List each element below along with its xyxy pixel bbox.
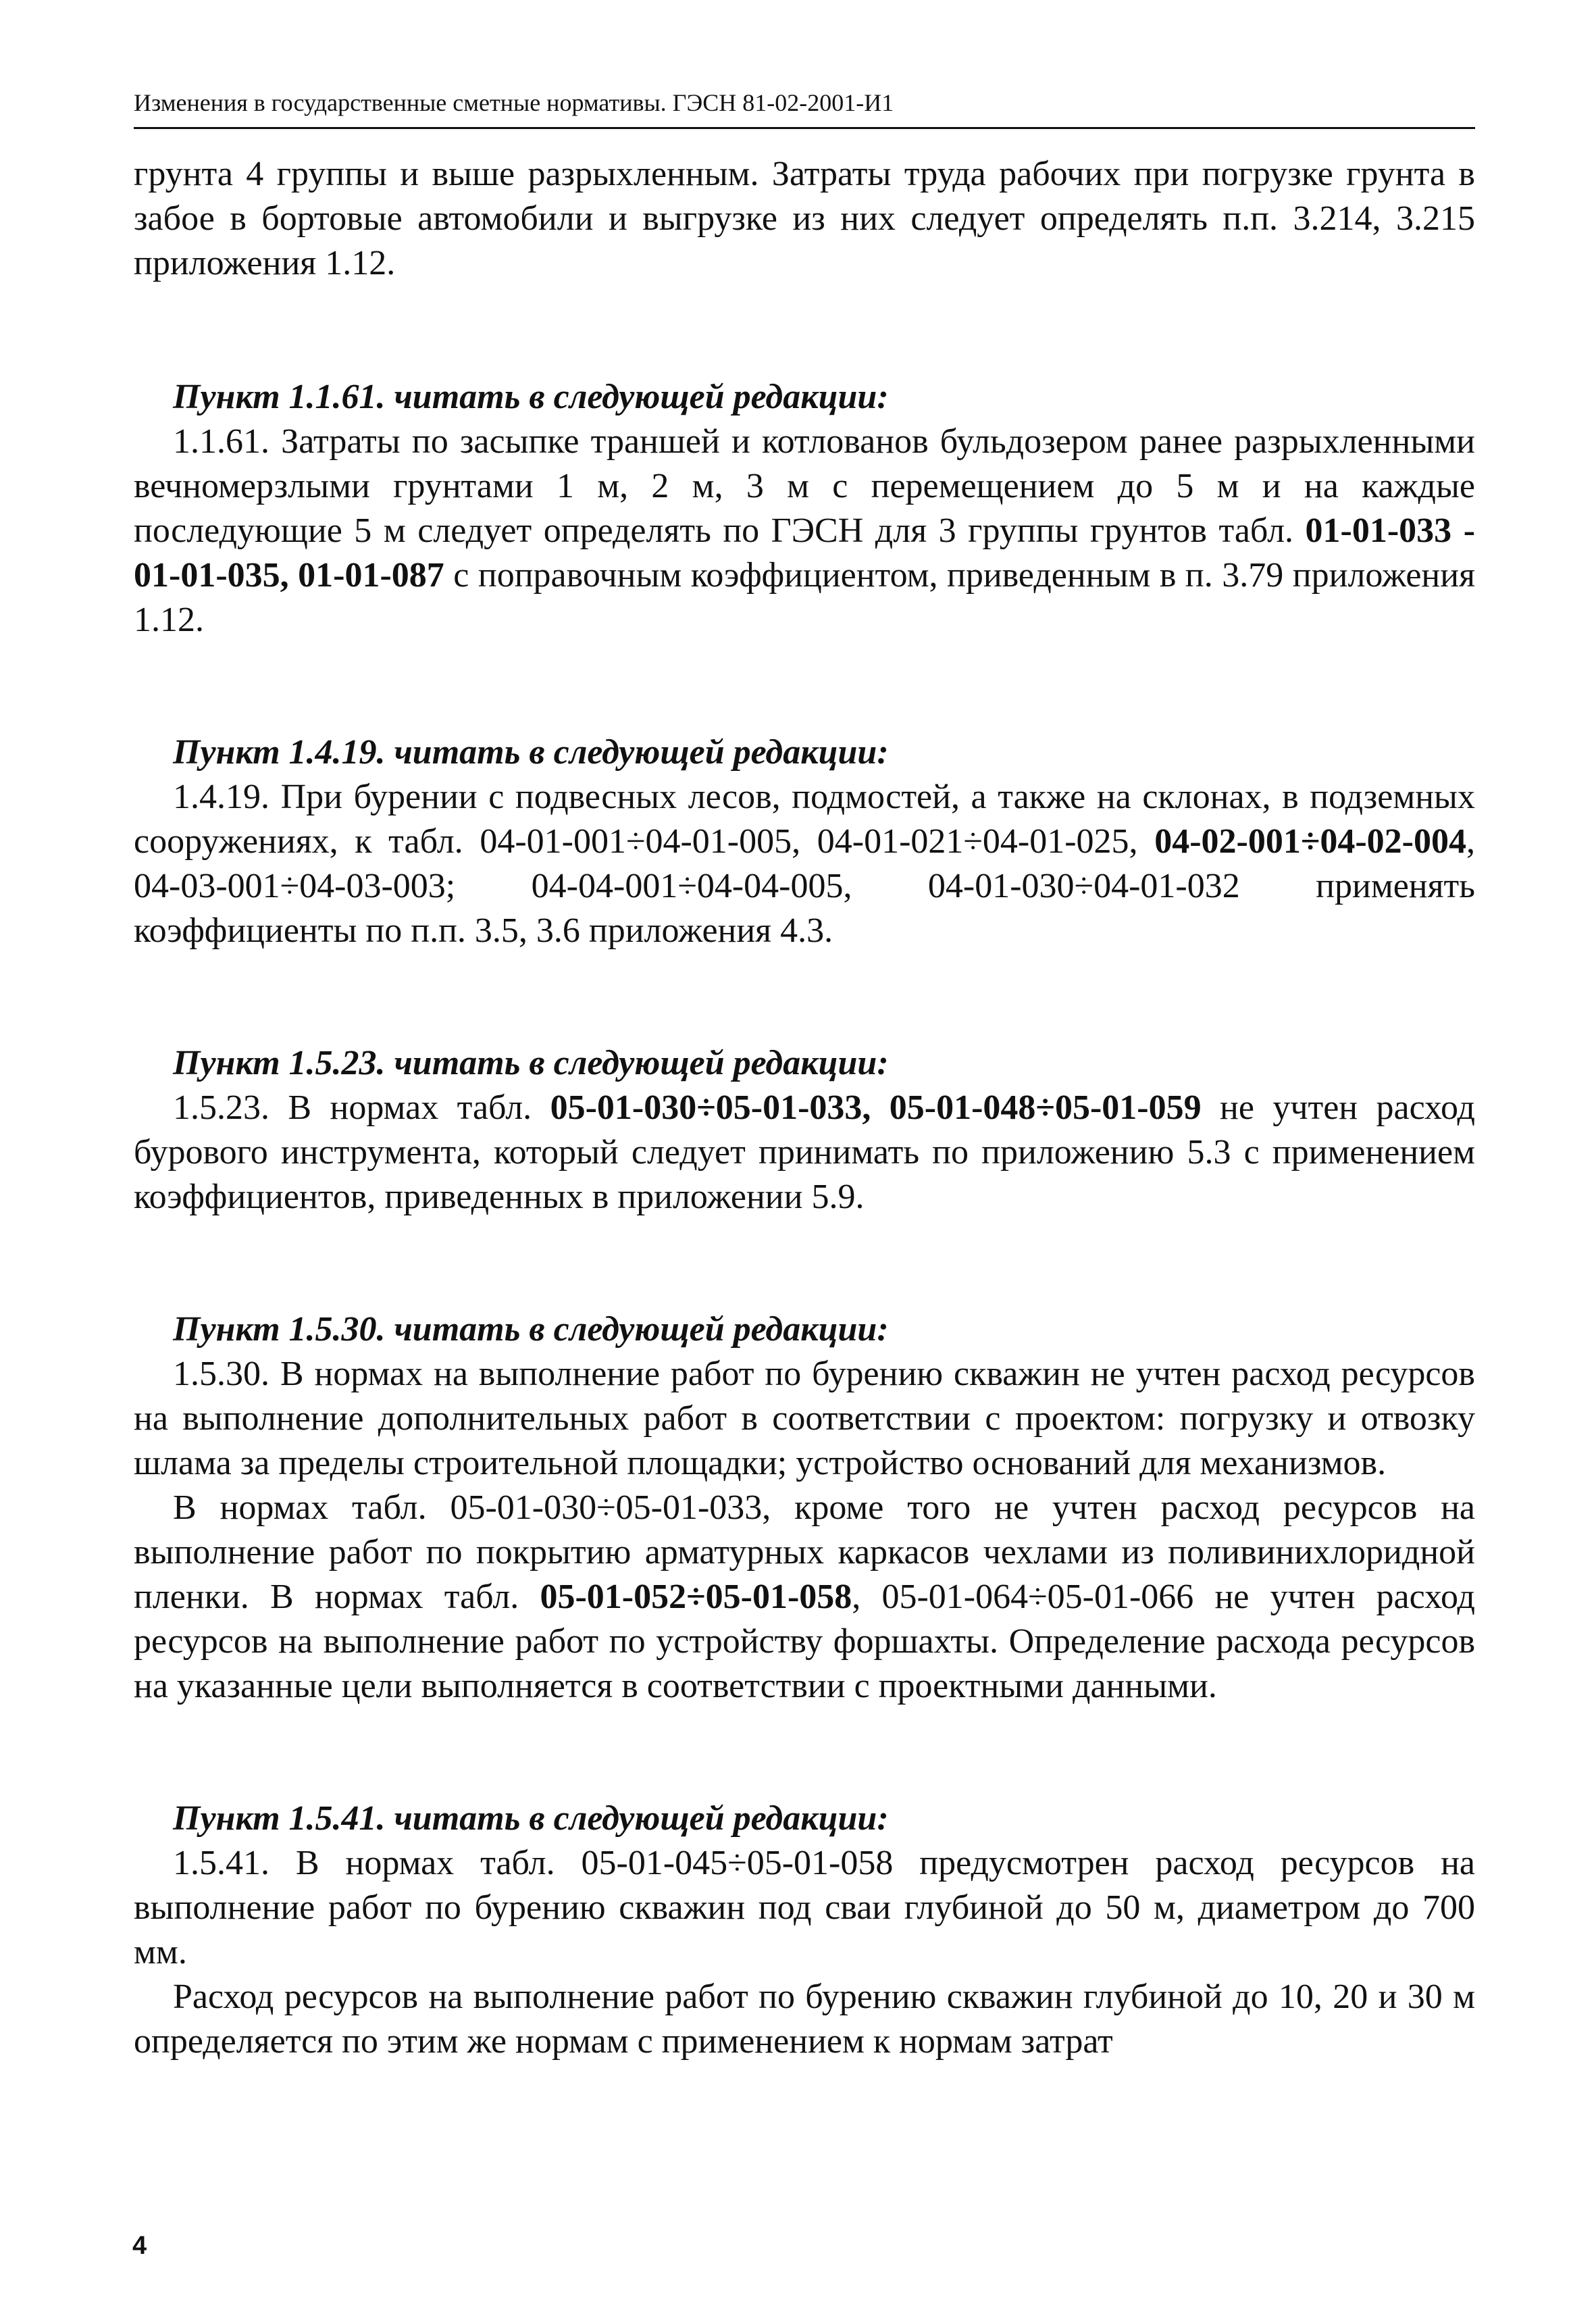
text-run: с поправочным коэффициентом, приведенным в п. 3.79 приложения 1.12.	[134, 556, 1475, 639]
body-paragraph	[134, 1841, 1475, 1975]
text-run: Пункт 1.1.61. читать в следующей редакции:	[173, 378, 889, 416]
text-run: 1.4.19. При бурении с подвесных лесов, подмостей, а также на склонах, в подземных сооружениях, к табл. 04-01-001÷04-01-005, 04-01-021÷04-01-025,	[134, 778, 1475, 861]
body-paragraph	[134, 152, 1475, 286]
body-paragraph	[134, 1486, 1475, 1709]
running-header: Изменения в государственные сметные нормативы. ГЭСН 81-02-2001-И1	[134, 89, 894, 116]
text-run: 1.5.23. В нормах табл.	[173, 1088, 550, 1127]
text-run: грунта 4 группы и выше разрыхленным. Затраты труда рабочих при погрузке грунта в забое в бортовые автомобили и выгрузке из них следует определять п.п. 3.214, 3.215 приложения 1.12.	[134, 155, 1475, 282]
body-paragraph	[134, 420, 1475, 643]
text-run: 1.1.61. Затраты по засыпке траншей и котлованов бульдозером ранее разрыхленными вечномерзлыми грунтами 1 м, 2 м, 3 м с перемещением до 5 м и на каждые последующие 5 м следует определять по ГЭСН для 3 группы грунтов табл.	[134, 422, 1475, 550]
bold-table-ref: 01-01-033 - 01-01-035, 01-01-087	[134, 511, 1476, 595]
section-heading	[134, 375, 1475, 420]
section-heading	[134, 1796, 1475, 1841]
bold-table-ref: 05-01-030÷05-01-033, 05-01-048÷05-01-059	[550, 1088, 1202, 1127]
page-number: 4	[132, 2232, 147, 2260]
document-body	[134, 152, 1475, 2064]
body-paragraph	[134, 1086, 1475, 1219]
bold-table-ref: 05-01-052÷05-01-058	[540, 1578, 852, 1616]
text-run: 1.5.30. В нормах на выполнение работ по бурению скважин не учтен расход ресурсов на выполнение дополнительных работ в соответствии с проектом: погрузку и отвозку шлама за пределы строительной площадки; устройство оснований для механизмов.	[134, 1355, 1475, 1482]
body-paragraph	[134, 1352, 1475, 1486]
section-heading	[134, 1307, 1475, 1352]
text-run: Пункт 1.5.41. читать в следующей редакции:	[173, 1799, 889, 1838]
text-run: Расход ресурсов на выполнение работ по бурению скважин глубиной до 10, 20 и 30 м определяется по этим же нормам с применением к нормам затрат	[134, 1978, 1475, 2061]
body-paragraph	[134, 775, 1475, 953]
bold-table-ref: 04-02-001÷04-02-004	[1154, 822, 1466, 861]
text-run: В нормах табл. 05-01-030÷05-01-033, кроме того не учтен расход ресурсов на выполнение работ по покрытию арматурных каркасов чехлами из поливинихлоридной пленки. В нормах табл.	[134, 1488, 1475, 1616]
text-run: 1.5.41. В нормах табл. 05-01-045÷05-01-058 предусмотрен расход ресурсов на выполнение работ по бурению скважин под сваи глубиной до 50 м, диаметром до 700 мм.	[134, 1844, 1475, 1971]
text-run: , 05-01-064÷05-01-066 не учтен расход ресурсов на выполнение работ по устройству форшахты. Определение расхода ресурсов на указанные цели выполняется в соответствии с проектными данными.	[134, 1578, 1476, 1705]
text-run: Пункт 1.4.19. читать в следующей редакции:	[173, 733, 889, 772]
text-run: , 04-03-001÷04-03-003; 04-04-001÷04-04-005, 04-01-030÷04-01-032 применять коэффициенты по п.п. 3.5, 3.6 приложения 4.3.	[134, 822, 1475, 950]
text-run: не учтен расход бурового инструмента, который следует принимать по приложению 5.3 с применением коэффициентов, приведенных в приложении 5.9.	[134, 1088, 1476, 1216]
body-paragraph	[134, 1975, 1475, 2064]
text-run: Пункт 1.5.30. читать в следующей редакции:	[173, 1310, 889, 1349]
header-divider	[134, 127, 1475, 129]
section-heading	[134, 1041, 1475, 1086]
text-run: Пункт 1.5.23. читать в следующей редакции:	[173, 1044, 889, 1082]
section-heading	[134, 730, 1475, 775]
